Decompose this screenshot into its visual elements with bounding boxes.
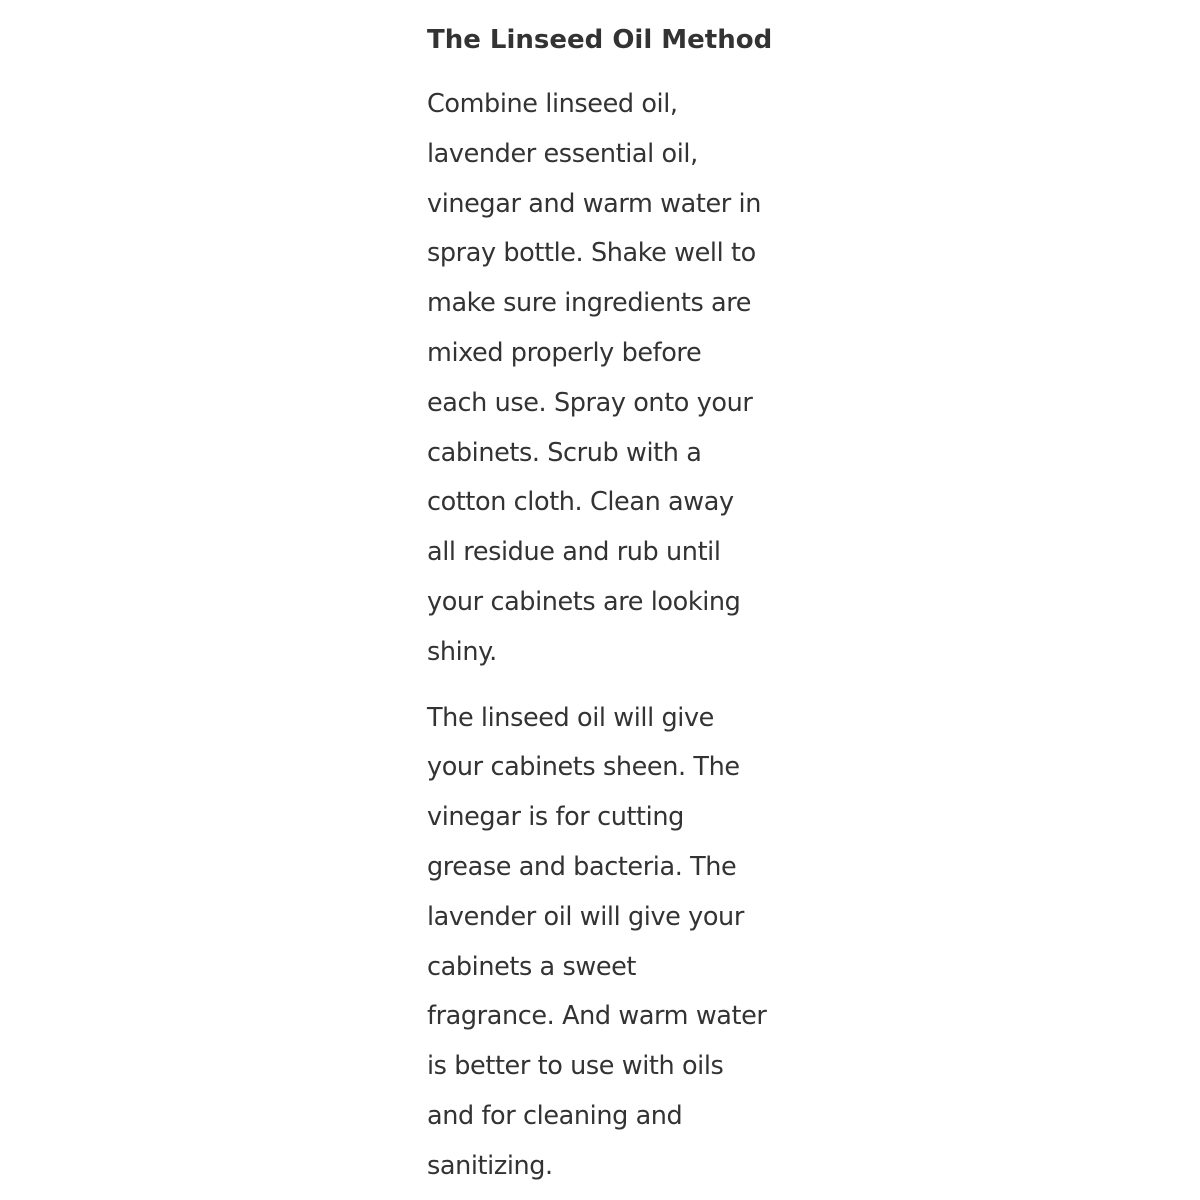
section-heading: The Linseed Oil Method <box>427 25 773 55</box>
article-body <box>427 20 787 1192</box>
paragraph-instructions: Combine linseed oil, lavender essential oil, vinegar and warm water in spray bottle. Shake well to make sure ingredients are mixed properly before each use. Spray onto your cabinets. Scrub with a cotton cloth. Clean away all residue and rub until your cabinets are looking shiny. <box>427 89 761 667</box>
paragraph-explanation: The linseed oil will give your cabinets sheen. The vinegar is for cutting grease and bacteria. The lavender oil will give your cabinets a sweet fragrance. And warm water is better to use with oils and for cleaning and sanitizing. <box>427 702 767 1181</box>
